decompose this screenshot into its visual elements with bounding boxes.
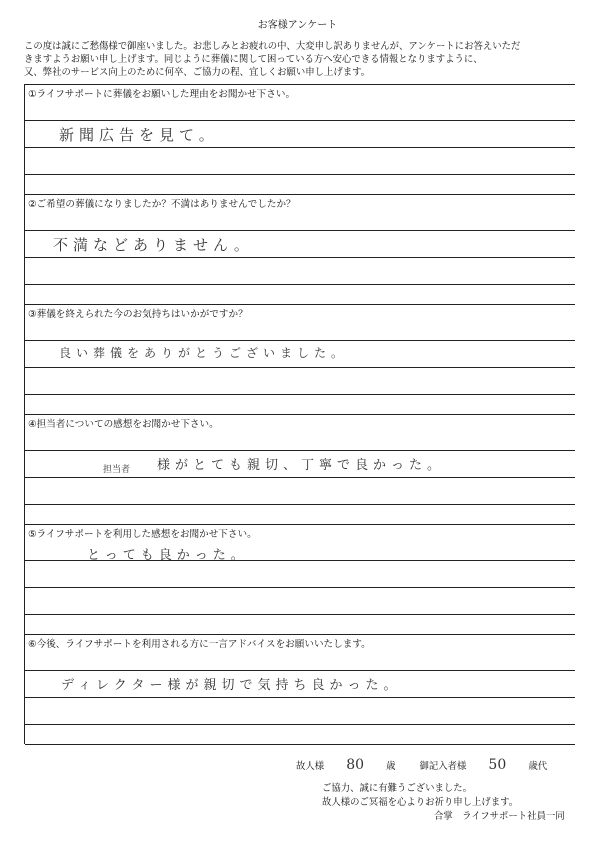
signature-line: 合掌 ライフサポート社員一同 [434, 811, 565, 822]
intro-line: この度は誠にご愁傷様で御座いました。お悲しみとお疲れの中、大変申し訳ありませんが、アンケートにお答えいただ [24, 41, 521, 52]
answer-text: 良い葬儀をありがとうございました。 [59, 346, 349, 360]
page-title: お客様アンケート [257, 20, 338, 31]
deceased-age: 80 [346, 757, 365, 773]
intro-line: きますようお願い申し上げます。同じように葬儀に関して困っている方へ安心できる情報となりますように、 [24, 54, 483, 65]
staff-label: 担当者 [103, 465, 131, 475]
answer-text: とっても良かった。 [87, 548, 249, 563]
question-label: ⑥今後、ライフサポートを利用される方に一言アドバイスをお願いいたします。 [28, 639, 371, 650]
question-label: ④担当者についての感想をお聞かせ下さい。 [28, 419, 219, 430]
writer-unit: 歳代 [528, 761, 548, 772]
deceased-label: 故人様 [296, 761, 325, 772]
question-label: ⑤ライフサポートを利用した感想をお聞かせ下さい。 [28, 529, 257, 540]
age-row [296, 757, 547, 773]
question-label: ①ライフサポートに葬儀をお願いした理由をお聞かせ下さい。 [28, 89, 296, 100]
answer-text: 不満などありません。 [53, 236, 254, 254]
answer-text: 新聞広告を見て。 [59, 126, 219, 144]
intro-text [24, 40, 574, 79]
answer-text: ディレクター様が親切で気持ち良かった。 [61, 678, 402, 693]
writer-label: 御記入者様 [419, 761, 467, 772]
question-2 [25, 194, 575, 304]
question-4 [25, 414, 575, 524]
question-6 [25, 634, 575, 744]
answer-text: 様がとても親切、丁寧で良かった。 [157, 458, 446, 473]
condolence-line: 故人様のご冥福を心よりお祈り申し上げます。 [322, 797, 519, 808]
age-unit: 歳 [386, 761, 396, 772]
survey-form [24, 84, 575, 744]
question-5 [25, 524, 575, 634]
question-label: ②ご希望の葬儀になりましたか？不満はありませんでしたか？ [28, 199, 296, 210]
intro-line: 又、弊社のサービス向上のために何卒、ご協力の程、宜しくお願い申し上げます。 [24, 67, 371, 78]
question-label: ③葬儀を終えられた今のお気持ちはいかがですか？ [28, 309, 248, 320]
question-1 [25, 84, 575, 194]
writer-age: 50 [488, 757, 507, 773]
question-3 [25, 304, 575, 414]
thanks-line: ご協力、誠に有難うございました。 [322, 783, 473, 794]
